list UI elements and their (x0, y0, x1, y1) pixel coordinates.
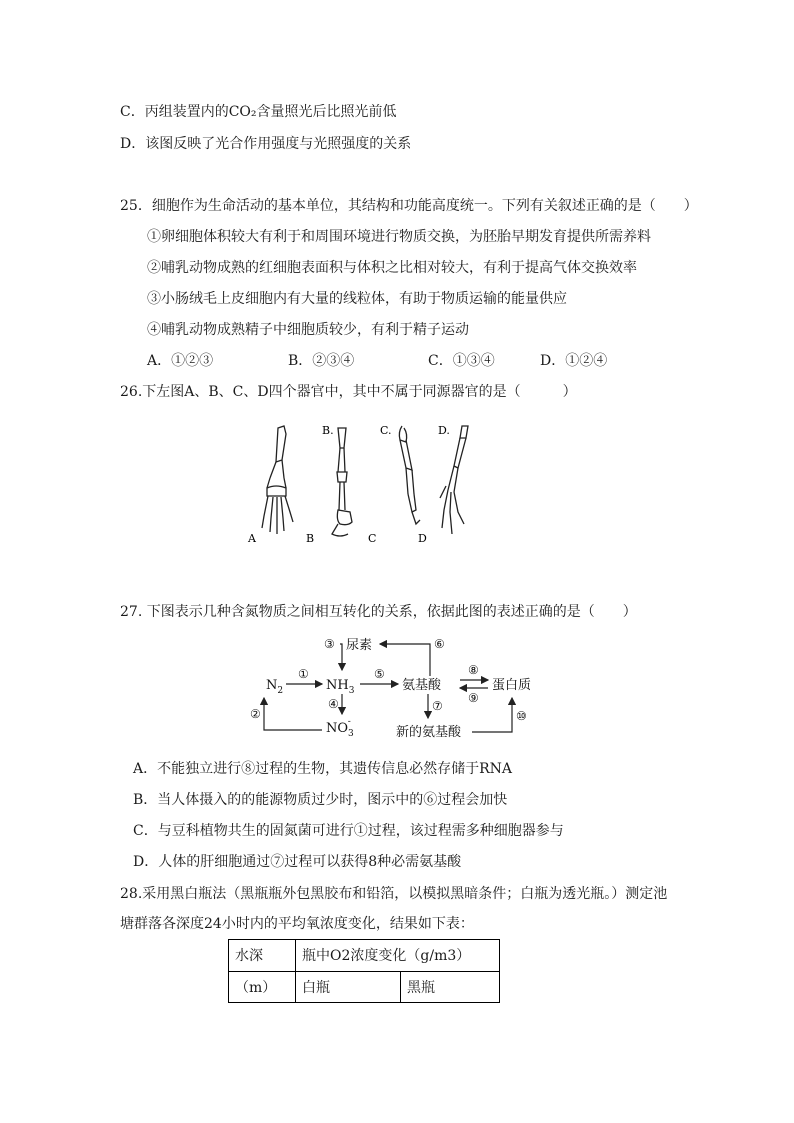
q25-statement-1: ①卵细胞体积较大有利于和周围环境进行物质交换，为胚胎早期发育提供所需养料 (147, 229, 651, 245)
q27-stem: 27. 下图表示几种含氮物质之间相互转化的关系，依据此图的表述正确的是（ ） (120, 604, 637, 620)
circle-1: ① (298, 667, 309, 681)
circle-4: ④ (328, 697, 339, 711)
n2-label: $N_2$ (266, 678, 284, 696)
circle-3: ③ (324, 637, 335, 651)
amino-acid-label: 氨基酸 (402, 678, 442, 693)
circle-8: ⑧ (468, 663, 479, 677)
q28-stem-line-2: 塘群落各深度24小时内的平均氧浓度变化，结果如下表： (120, 916, 474, 932)
depth-unit: （m） (229, 971, 296, 1003)
bird-wing-bones-icon (399, 426, 420, 524)
black-bottle-header: 黑瓶 (401, 971, 500, 1003)
q27-option-b: B．当人体摄入的的能源物质过少时，图示中的⑥过程会加快 (133, 792, 508, 808)
circle-10: ⑩ (516, 709, 527, 723)
nh3-label: $NH_3$ (326, 678, 355, 696)
q27-option-c: C．与豆科植物共生的固氮菌可进行①过程，该过程需多种细胞器参与 (133, 823, 564, 839)
circle-5: ⑤ (374, 667, 385, 681)
q25-statement-4: ④哺乳动物成熟精子中细胞质较少，有利于精子运动 (147, 322, 469, 338)
circle-7: ⑦ (432, 699, 443, 713)
option-c-text: C．丙组装置内的CO₂含量照光后比照光前低 (120, 104, 397, 120)
q28-stem-line-1: 28.采用黑白瓶法（黑瓶瓶外包黑胶布和铅箔，以模拟黑暗条件；白瓶为透光瓶。）测定池 (120, 886, 668, 902)
label-c-top: C. (380, 424, 392, 437)
q26-stem: 26.下左图A、B、C、D四个器官中，其中不属于同源器官的是（ ） (120, 384, 577, 400)
protein-label: 蛋白质 (492, 678, 532, 693)
q27-option-a: A．不能独立进行⑧过程的生物，其遗传信息必然存储于RNA (133, 761, 513, 777)
white-bottle-header: 白瓶 (296, 971, 401, 1003)
option-d-text: D．该图反映了光合作用强度与光照强度的关系 (120, 136, 412, 152)
horse-leg-bones-icon (332, 428, 352, 536)
q25-option-d: D．①②④ (540, 353, 608, 369)
q25-option-b: B．②③④ (288, 353, 355, 369)
q25-option-a: A．①②③ (147, 353, 214, 369)
q25-option-c: C．①③④ (428, 353, 495, 369)
label-d-top: D. (438, 424, 450, 437)
q25-statement-2: ②哺乳动物成熟的红细胞表面积与体积之比相对较大，有利于提高气体交换效率 (147, 260, 637, 276)
label-d: D (418, 532, 427, 545)
no3-label: $NO_3-$ (326, 717, 354, 739)
bat-wing-bones-icon (440, 426, 468, 534)
depth-header: 水深 (229, 940, 296, 972)
circle-9: ⑨ (468, 691, 479, 705)
label-c: C (368, 532, 377, 545)
q25-statement-3: ③小肠绒毛上皮细胞内有大量的线粒体，有助于物质运输的能量供应 (147, 291, 567, 307)
new-amino-acid-label: 新的氨基酸 (396, 725, 462, 740)
label-a: A (248, 532, 256, 545)
urea-label: 尿素 (346, 638, 373, 653)
o2-header: 瓶中O2浓度变化（g/m3） (296, 940, 500, 972)
homologous-organs-figure (240, 420, 480, 550)
circle-2: ② (250, 707, 261, 721)
q25-stem: 25．细胞作为生命活动的基本单位，其结构和功能高度统一。下列有关叙述正确的是（ ） (120, 198, 698, 214)
oxygen-table (228, 939, 500, 1003)
q27-option-d: D．人体的肝细胞通过⑦过程可以获得8种必需氨基酸 (133, 854, 462, 870)
nitrogen-cycle-diagram (250, 632, 550, 746)
label-b: B (306, 532, 315, 545)
circle-6: ⑥ (434, 637, 445, 651)
label-b-top: B. (322, 424, 334, 437)
human-arm-bones-icon (262, 426, 293, 534)
